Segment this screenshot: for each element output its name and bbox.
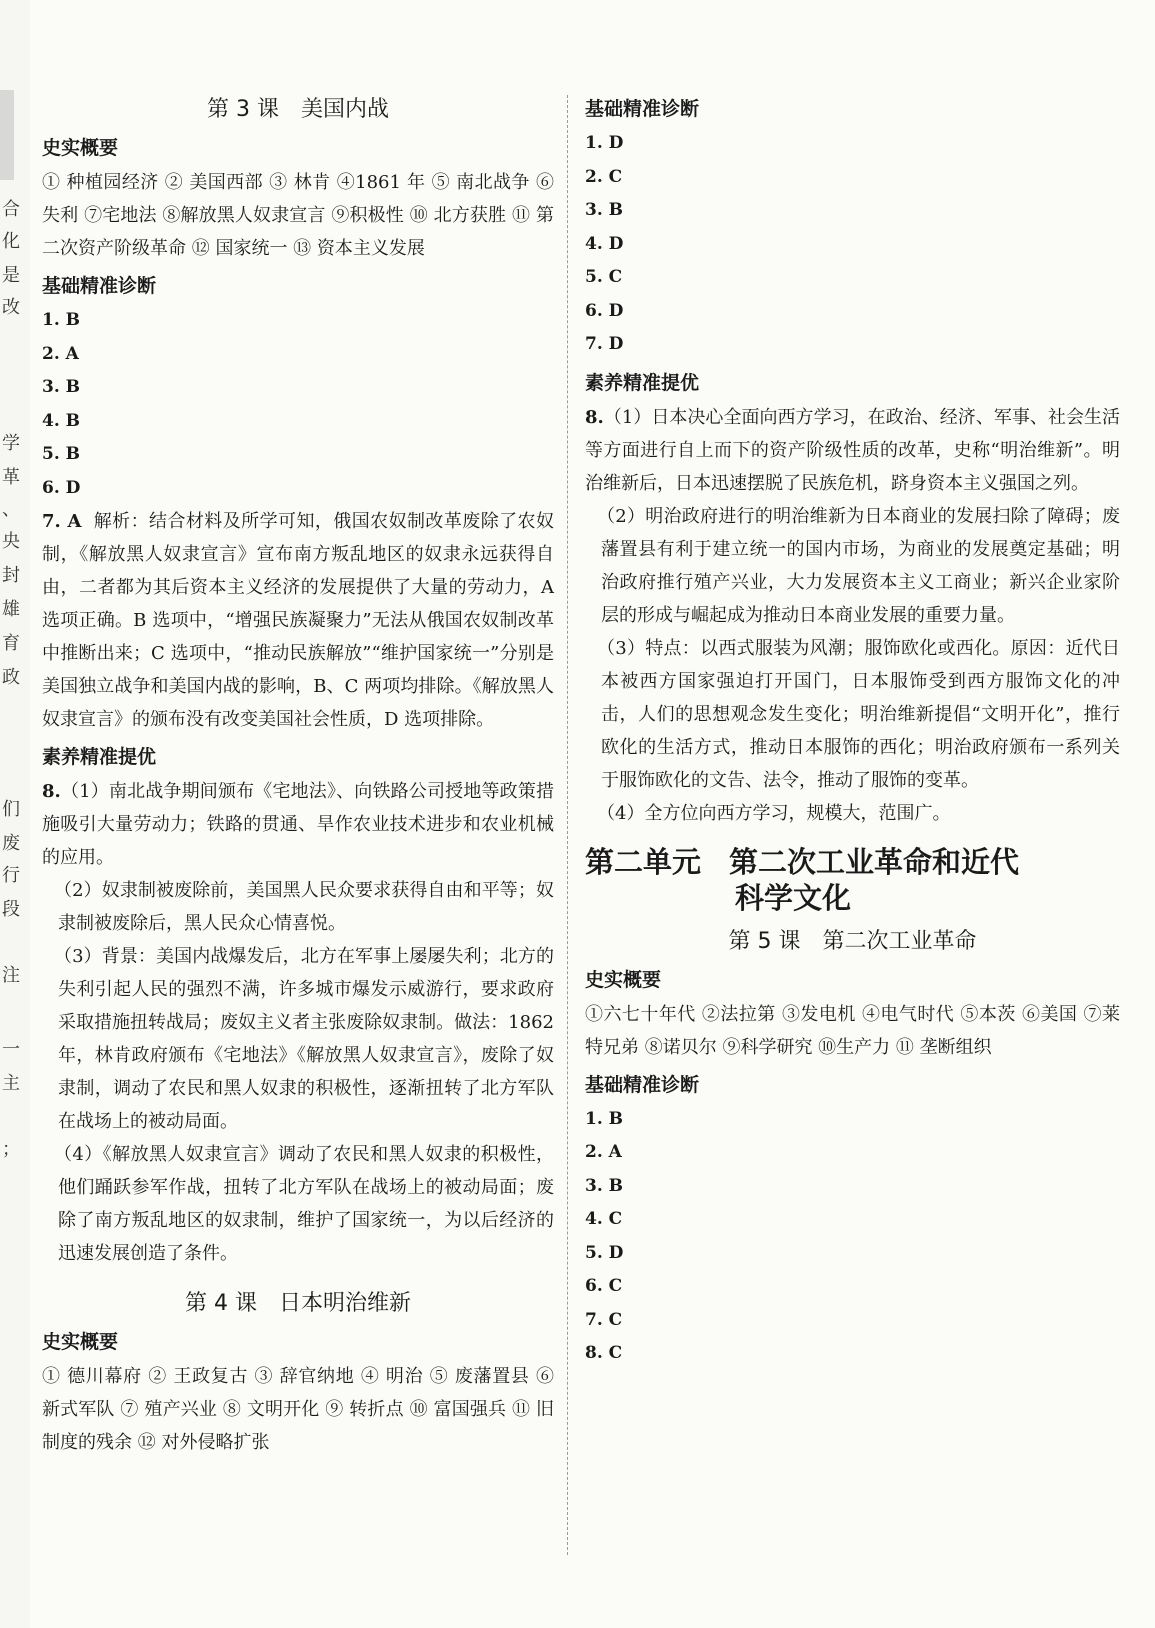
lesson-3-number: 第 3 课 xyxy=(207,97,279,122)
lesson-3-q8-part4: （4）《解放黑人奴隶宣言》调动了农民和黑人奴隶的积极性，他们踊跃参军作战，扭转了北方军队在战场上的被动局面；废除了南方叛乱地区的奴隶制，维护了国家统一，为以后经济的迅速发展创造了条件。 xyxy=(54,1144,554,1264)
answer-item: 6. D xyxy=(585,300,624,321)
edge-char: 一 xyxy=(2,1039,20,1060)
answer-item: 3. B xyxy=(42,377,81,397)
answer-item: 4. C xyxy=(585,1209,623,1229)
edge-char: 们 xyxy=(2,799,20,820)
lesson-5-jichu-heading: 基础精准诊断 xyxy=(585,1073,700,1096)
answer-item: 7. D xyxy=(585,334,624,354)
lesson-4-shishi-heading: 史实概要 xyxy=(42,1331,119,1353)
answer-item: 2. A xyxy=(585,1142,622,1162)
edge-char: 合 xyxy=(2,199,20,220)
lesson-3-name: 美国内战 xyxy=(300,97,389,122)
edge-char: 政 xyxy=(2,667,20,688)
column-divider xyxy=(567,95,568,1555)
answer-item: 4. D xyxy=(585,233,624,254)
lesson-4-answer-list xyxy=(585,127,1120,362)
edge-char: 主 xyxy=(2,1073,20,1094)
edge-char: 育 xyxy=(2,633,20,654)
lesson-3-answer-list xyxy=(42,304,554,505)
unit-2-title xyxy=(585,844,1120,916)
edge-char: 封 xyxy=(2,565,20,586)
lesson-3-shishi-heading: 史实概要 xyxy=(42,137,119,159)
answer-item: 5. C xyxy=(585,267,623,287)
q8-part1-text: （1）日本决心全面向西方学习，在政治、经济、军事、社会生活等方面进行自上而下的资产阶级性质的改革，史称“明治维新”。明治维新后，日本迅速摆脱了民族危机，跻身资本主义强国之列。 xyxy=(585,406,1120,494)
lesson-3-suyang-heading: 素养精准提优 xyxy=(42,746,157,768)
answer-item: 4. B xyxy=(42,410,81,431)
lesson-3-shishi-text: ① 种植园经济 ② 美国西部 ③ 林肯 ④1861 年 ⑤ 南北战争 ⑥失利 ⑦宅地法 ⑧解放黑人奴隶宣言 ⑨积极性 ⑩ 北方获胜 ⑪ 第二次资产阶级革命 ⑫ 国家统一 ⑬ 资本主义发展 xyxy=(42,172,554,259)
lesson-4-q8-part4: （4）全方位向西方学习，规模大，范围广。 xyxy=(597,802,951,824)
lesson-5-shishi-text: ①六七十年代 ②法拉第 ③发电机 ④电气时代 ⑤本茨 ⑥美国 ⑦莱特兄弟 ⑧诺贝尔 ⑨科学研究 ⑩生产力 ⑪ 垄断组织 xyxy=(585,1003,1120,1058)
lesson-5-answer-list xyxy=(585,1103,1120,1371)
answer-item: 5. B xyxy=(42,444,81,464)
edge-char: 化 xyxy=(2,231,20,252)
edge-shadow-block xyxy=(0,90,14,180)
q8-part1-text: （1）南北战争期间颁布《宅地法》、向铁路公司授地等政策措施吸引大量劳动力；铁路的贯通、旱作农业技术进步和农业机械的应用。 xyxy=(42,781,554,868)
answer-item: 2. A xyxy=(42,343,79,364)
lesson-4-jichu-heading: 基础精准诊断 xyxy=(585,98,700,120)
answer-item: 1. B xyxy=(42,310,81,330)
edge-char: 注 xyxy=(2,965,20,986)
lesson-3-jichu-heading: 基础精准诊断 xyxy=(42,275,157,297)
lesson-4-number: 第 4 课 xyxy=(185,1291,257,1316)
answer-item: 1. D xyxy=(585,133,624,153)
lesson-3-q8-part1 xyxy=(42,775,554,874)
edge-char: 革 xyxy=(2,467,20,488)
lesson-4-suyang-heading: 素养精准提优 xyxy=(585,371,700,394)
q8-number: 8. xyxy=(42,781,61,802)
right-column xyxy=(585,88,1120,1371)
edge-char: 行 xyxy=(2,865,20,886)
edge-char: 雄 xyxy=(2,599,20,620)
edge-char: ； xyxy=(2,1139,20,1160)
lesson-3-q8-part3: （3）背景：美国内战爆发后，北方在军事上屡屡失利；北方的失利引起人民的强烈不满，许多城市爆发示威游行，要求政府采取措施扭转战局；废奴主义者主张废除奴隶制。做法：1862 年，林肯政府颁布《宅地法》《解放黑人奴隶宣言》，废除了奴隶制，调动了农民和黑人奴隶的积极性，逐渐扭转了北方军队在战场上的被动局面。 xyxy=(54,946,554,1132)
edge-char: 废 xyxy=(2,833,20,854)
lesson-3-q7 xyxy=(42,505,554,736)
lesson-4-q8-part3: （3）特点：以西式服装为风潮；服饰欧化或西化。原因：近代日本被西方国家强迫打开国门，日本服饰受到西方服饰文化的冲击，人们的思想观念发生变化；明治维新提倡“文明开化”，推行欧化的生活方式，推动日本服饰的西化；明治政府颁布一系列关于服饰欧化的文告、法令，推动了服饰的变革。 xyxy=(597,637,1120,791)
edge-char: 、 xyxy=(2,499,20,520)
q7-answer: 7. A xyxy=(42,511,82,532)
answer-item: 2. C xyxy=(585,166,623,187)
lesson-5-number: 第 5 课 xyxy=(728,928,801,954)
left-column xyxy=(42,88,554,1459)
unit-2-label: 第二单元 xyxy=(585,844,702,879)
edge-char: 段 xyxy=(2,899,20,920)
answer-item: 7. C xyxy=(585,1309,623,1330)
edge-char: 改 xyxy=(2,297,20,318)
lesson-5-title xyxy=(585,924,1120,955)
answer-item: 1. B xyxy=(585,1108,624,1129)
answer-item: 3. B xyxy=(585,1175,624,1196)
q7-explanation: 解析：结合材料及所学可知，俄国农奴制改革废除了农奴制，《解放黑人奴隶宣言》宣布南方叛乱地区的奴隶永远获得自由，二者都为其后资本主义经济的发展提供了大量的劳动力，A 选项正确。B 选项中，“增强民族凝聚力”无法从俄国农奴制改革中推断出来；C 选项中，“推动民族解放”“维护国家统一”分别是美国独立战争和美国内战的影响，B、C 两项均排除。《解放黑人奴隶宣言》的颁布没有改变美国社会性质，D 选项排除。 xyxy=(42,511,554,730)
lesson-5-shishi-heading: 史实概要 xyxy=(585,968,662,991)
answer-item: 6. C xyxy=(585,1276,623,1296)
edge-char: 是 xyxy=(2,265,20,286)
answer-item: 6. D xyxy=(42,477,81,498)
answer-item: 8. C xyxy=(585,1343,623,1363)
answer-item: 5. D xyxy=(585,1242,624,1263)
lesson-4-shishi-text: ① 德川幕府 ② 王政复古 ③ 辞官纳地 ④ 明治 ⑤ 废藩置县 ⑥ 新式军队 ⑦ 殖产兴业 ⑧ 文明开化 ⑨ 转折点 ⑩ 富国强兵 ⑪ 旧制度的残余 ⑫ 对外侵略扩张 xyxy=(42,1366,554,1453)
lesson-4-title xyxy=(42,1286,554,1317)
q8-number: 8. xyxy=(585,406,604,428)
unit-2-title-line2: 科学文化 xyxy=(735,880,852,915)
lesson-3-q8-part2: （2）奴隶制被废除前，美国黑人民众要求获得自由和平等；奴隶制被废除后，黑人民众心情喜悦。 xyxy=(54,880,554,934)
edge-char: 央 xyxy=(2,531,20,552)
lesson-4-name: 日本明治维新 xyxy=(278,1291,411,1316)
lesson-5-name: 第二次工业革命 xyxy=(822,928,977,954)
lesson-3-title xyxy=(42,92,554,123)
lesson-4-q8-part1 xyxy=(585,401,1120,500)
lesson-4-q8-part2: （2）明治政府进行的明治维新为日本商业的发展扫除了障碍；废藩置县有利于建立统一的国内市场，为商业的发展奠定基础；明治政府推行殖产兴业，大力发展资本主义工商业；新兴企业家阶层的形成与崛起成为推动日本商业发展的重要力量。 xyxy=(597,505,1120,626)
adjacent-page-edge xyxy=(0,0,30,1628)
edge-char: 学 xyxy=(2,433,20,454)
unit-2-title-line1: 第二次工业革命和近代 xyxy=(729,844,1020,879)
answer-item: 3. B xyxy=(585,200,624,220)
